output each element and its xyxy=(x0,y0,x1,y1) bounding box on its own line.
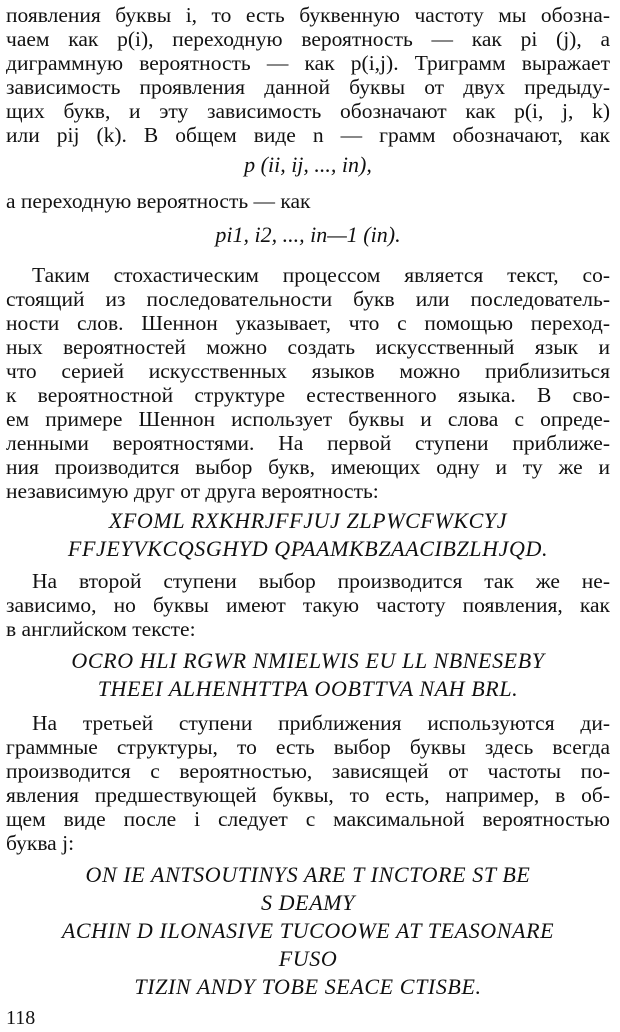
text-line: к вероятностной структуре естественного языка. В сво- xyxy=(6,383,610,407)
sample-line: ON IE ANTSOUTINYS ARE T INCTORE ST BE xyxy=(85,862,531,887)
sample-line: ACHIN D ILONASIVE TUCOOWE AT TEASONARE xyxy=(61,918,555,943)
page-number: 118 xyxy=(6,1007,36,1029)
text-line: зависимо, но буквы имеют такую частоту появления, как xyxy=(6,593,610,617)
text-line: а переходную вероятность — как xyxy=(6,189,311,213)
text-line: явления предшествующей буквы, то есть, например, в об- xyxy=(6,783,610,807)
sample-line: TIZIN ANDY TOBE SEACE CTISBE. xyxy=(134,974,482,999)
sample-line: FFJEYVKCQSGHYD QPAAMKBZAACIBZLHJQD. xyxy=(67,536,549,561)
text-line: стоящий из последовательности букв или последователь- xyxy=(6,287,610,311)
text-line: независимую друг от друга вероятность: xyxy=(6,479,379,503)
text-line: граммные структуры, то есть выбор буквы здесь всегда xyxy=(6,735,610,759)
text-line: ных вероятностей можно создать искусственный язык и xyxy=(6,335,610,359)
text-line: в английском тексте: xyxy=(6,617,196,641)
paragraph-first-line: Таким стохастическим процессом является текст, со- xyxy=(32,263,610,287)
formula-transition: pi1, i2, ..., in—1 (in). xyxy=(215,222,401,247)
text-line: ности слов. Шеннон указывает, что с помощью переход- xyxy=(6,311,610,335)
text-line: ем примере Шеннон использует буквы и слова с опреде- xyxy=(6,407,610,431)
sample-line: XFOML RXKHRJFFJUJ ZLPWCFWKCYJ xyxy=(108,508,508,533)
text-line: диграммную вероятность — как p(i,j). Триграмм выражает xyxy=(6,51,610,75)
text-line: щем виде после i следует с максимальной вероятностью xyxy=(6,807,610,831)
paragraph-first-line: На второй ступени выбор производится так же не- xyxy=(32,569,610,593)
text-line: чаем как p(i), переходную вероятность — как pi (j), а xyxy=(6,27,610,51)
sample-line: FUSO xyxy=(278,946,338,971)
text-line: буква j: xyxy=(6,831,75,855)
sample-line: OCRO HLI RGWR NMIELWIS EU LL NBNESEBY xyxy=(71,648,545,673)
text-line: ния производится выбор букв, имеющих одну и ту же и xyxy=(6,455,610,479)
text-line: щих букв, и эту зависимость обозначают как p(i, j, k) xyxy=(6,99,610,123)
text-line: появления буквы i, то есть буквенную частоту мы обозна- xyxy=(6,3,610,27)
text-line: производится с вероятностью, зависящей от частоты по- xyxy=(6,759,610,783)
paragraph-first-line: На третьей ступени приближения используются ди- xyxy=(32,711,610,735)
text-line: или pij (k). В общем виде n — грамм обозначают, как xyxy=(6,123,610,147)
text-line: зависимость проявления данной буквы от двух предыду- xyxy=(6,75,610,99)
text-line: что серией искусственных языков можно приблизиться xyxy=(6,359,610,383)
sample-line: S DEAMY xyxy=(260,890,356,915)
sample-line: THEEI ALHENHTTPA OOBTTVA NAH BRL. xyxy=(97,676,519,701)
formula-ngram: p (ii, ij, ..., in), xyxy=(244,152,372,177)
text-line: ленными вероятностями. На первой ступени приближе- xyxy=(6,431,610,455)
